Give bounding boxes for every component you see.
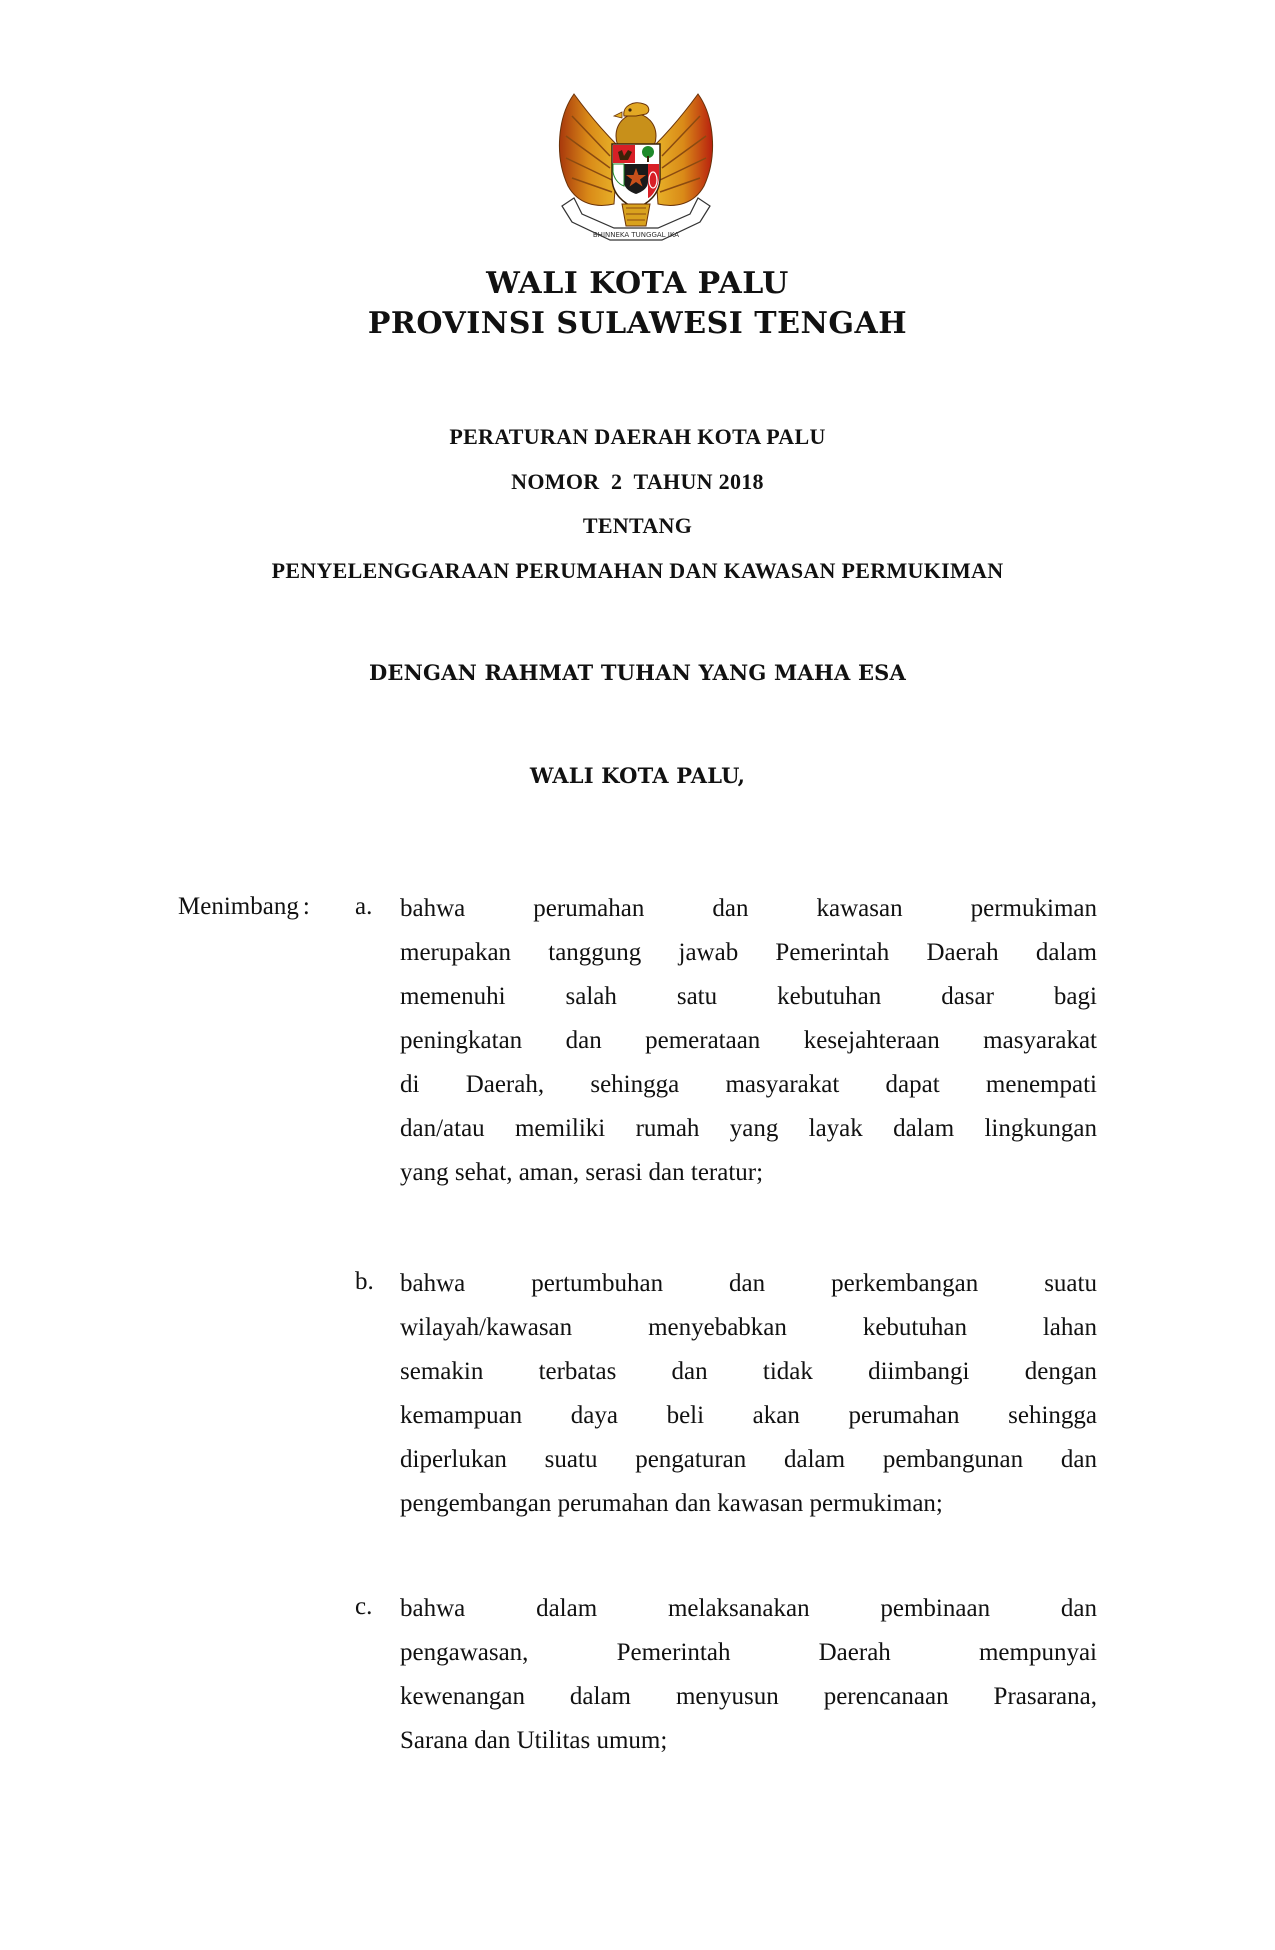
word: pembinaan <box>880 1595 991 1622</box>
word: memiliki <box>514 1115 606 1142</box>
paragraph-line: yang sehat, aman, serasi dan teratur; <box>400 1159 764 1186</box>
paragraph-line <box>400 1350 1097 1394</box>
paragraph-line <box>400 1394 1097 1438</box>
word: dapat <box>885 1071 940 1098</box>
paragraph-line <box>400 1262 1097 1306</box>
invocation-text: DENGAN RAHMAT TUHAN YANG MAHA ESA <box>368 660 907 685</box>
word: lahan <box>1042 1314 1097 1341</box>
regulation-number: NOMOR 2 TAHUN 2018 <box>511 469 764 494</box>
word: tidak <box>762 1358 813 1385</box>
word: beli <box>666 1402 705 1429</box>
word: masyarakat <box>725 1071 840 1098</box>
paragraph-line <box>400 1438 1097 1482</box>
word: dan <box>671 1358 708 1385</box>
svg-text:BHINNEKA TUNGGAL IKA: BHINNEKA TUNGGAL IKA <box>592 231 680 239</box>
word: suatu <box>544 1446 598 1473</box>
considering-item-c <box>400 1587 1097 1763</box>
word: akan <box>752 1402 800 1429</box>
paragraph-line <box>400 975 1097 1019</box>
regulation-title: PERATURAN DAERAH KOTA PALU <box>449 424 826 449</box>
paragraph-line <box>400 1675 1097 1719</box>
considering-label <box>178 893 310 921</box>
word: kesejahteraan <box>803 1027 940 1054</box>
word: dengan <box>1024 1358 1097 1385</box>
paragraph-line: pengembangan perumahan dan kawasan permukiman; <box>400 1490 943 1517</box>
considering-item-b <box>400 1262 1097 1526</box>
word: diimbangi <box>868 1358 970 1385</box>
word: dan <box>729 1270 766 1297</box>
word: lingkungan <box>984 1115 1097 1142</box>
word: rumah <box>635 1115 700 1142</box>
word: kebutuhan <box>862 1314 967 1341</box>
word: merupakan <box>400 939 512 966</box>
paragraph-line <box>400 1063 1097 1107</box>
word: perumahan <box>848 1402 960 1429</box>
word: yang <box>729 1115 779 1142</box>
word: daya <box>570 1402 618 1429</box>
word: pertumbuhan <box>531 1270 664 1297</box>
word: salah <box>565 983 617 1010</box>
word: masyarakat <box>983 1027 1097 1054</box>
header-title-province: PROVINSI SULAWESI TENGAH <box>367 306 908 341</box>
word: dalam <box>893 1115 955 1142</box>
word: bahwa <box>400 1595 466 1622</box>
word: mempunyai <box>978 1639 1097 1666</box>
word: wilayah/kawasan <box>400 1314 573 1341</box>
paragraph-line <box>400 1587 1097 1631</box>
word: diperlukan <box>400 1446 507 1473</box>
word: Daerah <box>818 1639 891 1666</box>
word: bagi <box>1053 983 1097 1010</box>
considering-item-b-letter: b. <box>355 1268 374 1295</box>
word: pemerataan <box>645 1027 761 1054</box>
word: dan/atau <box>400 1115 485 1142</box>
word: dan <box>1060 1595 1097 1622</box>
word: tanggung <box>548 939 642 966</box>
word: dasar <box>941 983 994 1010</box>
word: memenuhi <box>400 983 506 1010</box>
word: menempati <box>985 1071 1097 1098</box>
word: menyebabkan <box>648 1314 787 1341</box>
word: sehingga <box>1008 1402 1097 1429</box>
paragraph-line <box>400 1019 1097 1063</box>
word: kemampuan <box>400 1402 523 1429</box>
paragraph-line: Sarana dan Utilitas umum; <box>400 1727 668 1754</box>
considering-item-a-letter: a. <box>355 893 373 920</box>
word: dan <box>565 1027 602 1054</box>
word: perkembangan <box>831 1270 979 1297</box>
paragraph-line <box>400 1631 1097 1675</box>
word: peningkatan <box>400 1027 523 1054</box>
word: kawasan <box>816 895 903 922</box>
regulation-about: TENTANG <box>582 513 693 538</box>
word: kewenangan <box>400 1683 525 1710</box>
paragraph-line <box>400 1107 1097 1151</box>
word: permukiman <box>970 895 1097 922</box>
word: bahwa <box>400 1270 466 1297</box>
word: pengaturan <box>635 1446 747 1473</box>
word: pengawasan, <box>400 1639 529 1666</box>
word: suatu <box>1044 1270 1097 1297</box>
word: dan <box>712 895 749 922</box>
word: dalam <box>784 1446 846 1473</box>
word: Pemerintah <box>775 939 890 966</box>
word: dalam <box>536 1595 598 1622</box>
word: Pemerintah <box>616 1639 731 1666</box>
word: dalam <box>1035 939 1097 966</box>
paragraph-line <box>400 931 1097 975</box>
word: dalam <box>569 1683 631 1710</box>
word: pembangunan <box>882 1446 1024 1473</box>
regulation-subject: PENYELENGGARAAN PERUMAHAN DAN KAWASAN PERMUKIMAN <box>271 558 1004 583</box>
considering-label-text: Menimbang <box>178 893 299 920</box>
word: Prasarana, <box>993 1683 1097 1710</box>
word: jawab <box>678 939 739 966</box>
word: satu <box>676 983 718 1010</box>
word: kebutuhan <box>777 983 882 1010</box>
word: menyusun <box>675 1683 779 1710</box>
word: terbatas <box>538 1358 617 1385</box>
word: perencanaan <box>823 1683 949 1710</box>
considering-item-c-letter: c. <box>355 1593 373 1620</box>
word: sehingga <box>590 1071 680 1098</box>
word: di <box>400 1071 420 1098</box>
paragraph-line <box>400 1306 1097 1350</box>
word: dan <box>1060 1446 1097 1473</box>
header-title-city: WALI KOTA PALU <box>486 266 789 301</box>
word: melaksanakan <box>667 1595 810 1622</box>
word: Daerah <box>926 939 999 966</box>
signatory-heading: WALI KOTA PALU, <box>529 763 746 788</box>
word: perumahan <box>533 895 645 922</box>
word: semakin <box>400 1358 484 1385</box>
considering-colon: : <box>302 893 310 920</box>
word: bahwa <box>400 895 466 922</box>
word: Daerah, <box>465 1071 545 1098</box>
considering-item-a <box>400 887 1097 1195</box>
paragraph-line <box>400 887 1097 931</box>
word: layak <box>808 1115 863 1142</box>
garuda-emblem-icon <box>552 86 720 246</box>
